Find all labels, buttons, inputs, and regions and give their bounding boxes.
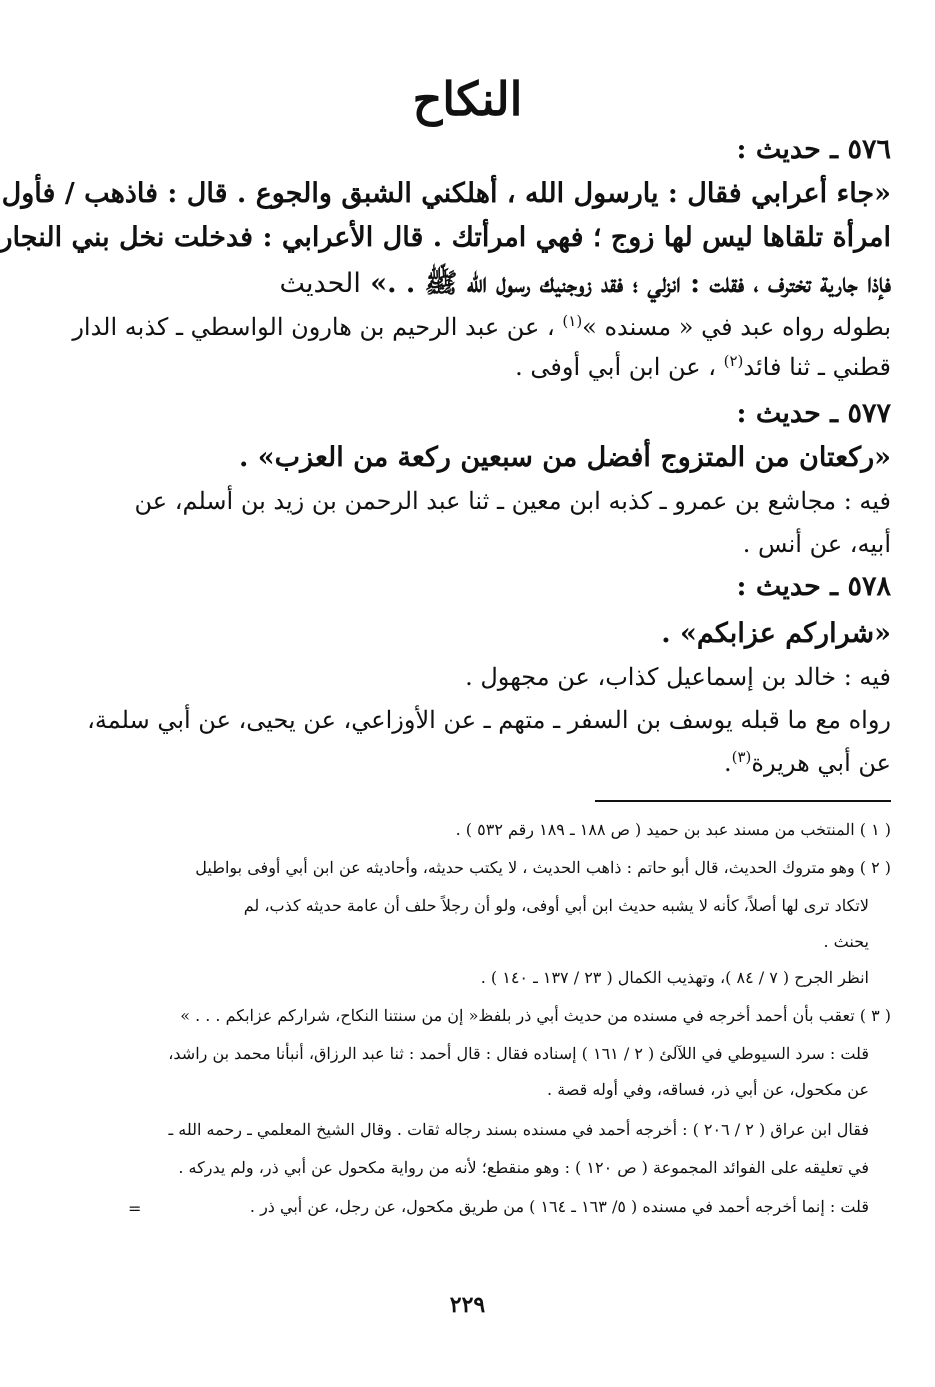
hadith-576-matn-line-2: امرأة تلقاها ليس لها زوج ؛ فهي امرأتك . قال الأعرابي : فدخلت نخل بني النجار <box>0 222 891 253</box>
hadith-577-matn: «ركعتان من المتزوج أفضل من سبعين ركعة من العزب» . <box>239 442 891 473</box>
footnote-separator <box>595 800 891 802</box>
body-text: قطني ـ ثنا فائد <box>743 353 891 381</box>
body-text: عن أبي هريرة <box>751 749 891 777</box>
matn-tail: الحديث <box>279 268 361 299</box>
footnote-3-line-3: عن مكحول، عن أبي ذر، فساقه، وفي أوله قصة . <box>547 1080 869 1099</box>
footnote-2-line-4: انظر الجرح ( ٧ / ٨٤ )، وتهذيب الكمال ( ٢٣ / ١٣٧ ـ ١٤٠ ) . <box>480 968 869 987</box>
body-text: ، عن عبد الرحيم بن هارون الواسطي ـ كذبه الدار <box>72 313 555 341</box>
footnote-3-line-5: في تعليقه على الفوائد المجموعة ( ص ١٢٠ ) : وهو منقطع؛ لأنه من رواية مكحول عن أبي ذر، ولم يدركه . <box>178 1158 869 1177</box>
hadith-578-body-line-1: فيه : خالد بن إسماعيل كذاب، عن مجهول . <box>465 663 891 691</box>
chapter-title: النكاح <box>412 72 523 126</box>
hadith-578-matn: «شراركم عزابكم» . <box>661 618 891 649</box>
hadith-576-matn-line-1 <box>0 178 891 209</box>
hadith-576-body-line-2 <box>515 352 891 381</box>
hadith-576-matn-line-3 <box>279 266 891 306</box>
footnote-2-line-1: ( ٢ ) وهو متروك الحديث، قال أبو حاتم : ذاهب الحديث ، لا يكتب حديثه، وأحاديثه عن ابن أبي أوفى بواطيل <box>195 858 891 877</box>
hadith-577-body-line-2: أبيه، عن أنس . <box>742 530 891 558</box>
footnote-2-line-2: لاتكاد ترى لها أصلاً، كأنه لا يشبه حديث ابن أبي أوفى، ولو أن رجلاً حلف أن عامة حديثه كذب، لم <box>243 896 869 915</box>
body-text: بطوله رواه عبد في « مسنده » <box>582 313 891 341</box>
hadith-578-body-line-2: رواه مع ما قبله يوسف بن السفر ـ متهم ـ عن الأوزاعي، عن يحيى، عن أبي سلمة، <box>87 706 891 734</box>
matn-text: «جاء أعرابي فقال : يارسول الله ، أهلكني الشبق والجوع . قال : فاذهب / فأول <box>1 178 891 209</box>
footnote-3-line-1: ( ٣ ) تعقب بأن أحمد أخرجه في مسنده من حديث أبي ذر بلفظ« إن من سنتنا النكاح، شراركم عزابكم . . . » <box>180 1006 891 1025</box>
footnote-continuation-mark: = <box>128 1199 142 1218</box>
hadith-576-body-line-1 <box>72 312 891 341</box>
footnote-3-line-6: قلت : إنما أخرجه أحمد في مسنده ( ٥/ ١٦٣ ـ ١٦٤ ) من طريق مكحول، عن رجل، عن أبي ذر . <box>249 1197 869 1216</box>
hadith-577-body-line-1: فيه : مجاشع بن عمرو ـ كذبه ابن معين ـ ثنا عبد الرحمن بن زيد بن أسلم، عن <box>134 487 891 515</box>
footnote-2-line-3: يحنث . <box>823 932 869 951</box>
footnote-1: ( ١ ) المنتخب من مسند عبد بن حميد ( ص ١٨٨ ـ ١٨٩ رقم ٥٣٢ ) . <box>455 820 891 839</box>
body-text: ، عن ابن أبي أوفى . <box>515 353 716 381</box>
hadith-577-heading: ٥٧٧ ـ حديث : <box>736 398 891 429</box>
hadith-578-body-line-3 <box>724 748 891 777</box>
footnote-mark: (٢) <box>723 352 744 370</box>
matn-text: فإذا جارية تخترف ، فقلت : انزلي ؛ فقد زوجنيك رسول الله ﷺ . .» <box>370 268 891 299</box>
footnote-3-line-4: فقال ابن عراق ( ٢ / ٢٠٦ ) : أخرجه أحمد في مسنده بسند رجاله ثقات . وقال الشيخ المعلمي ـ رحمه الله ـ <box>168 1120 869 1139</box>
hadith-578-heading: ٥٧٨ ـ حديث : <box>736 571 891 602</box>
body-text: . <box>723 749 732 777</box>
hadith-576-heading: ٥٧٦ ـ حديث : <box>736 134 891 165</box>
page-number: ٢٢٩ <box>449 1292 486 1318</box>
footnote-3-line-2: قلت : سرد السيوطي في اللآلئ ( ٢ / ١٦١ ) إسناده فقال : قال أحمد : ثنا عبد الرزاق، أنبأنا محمد بن راشد، <box>168 1044 869 1063</box>
footnote-mark: (١) <box>562 312 583 330</box>
footnote-mark: (٣) <box>731 748 752 766</box>
